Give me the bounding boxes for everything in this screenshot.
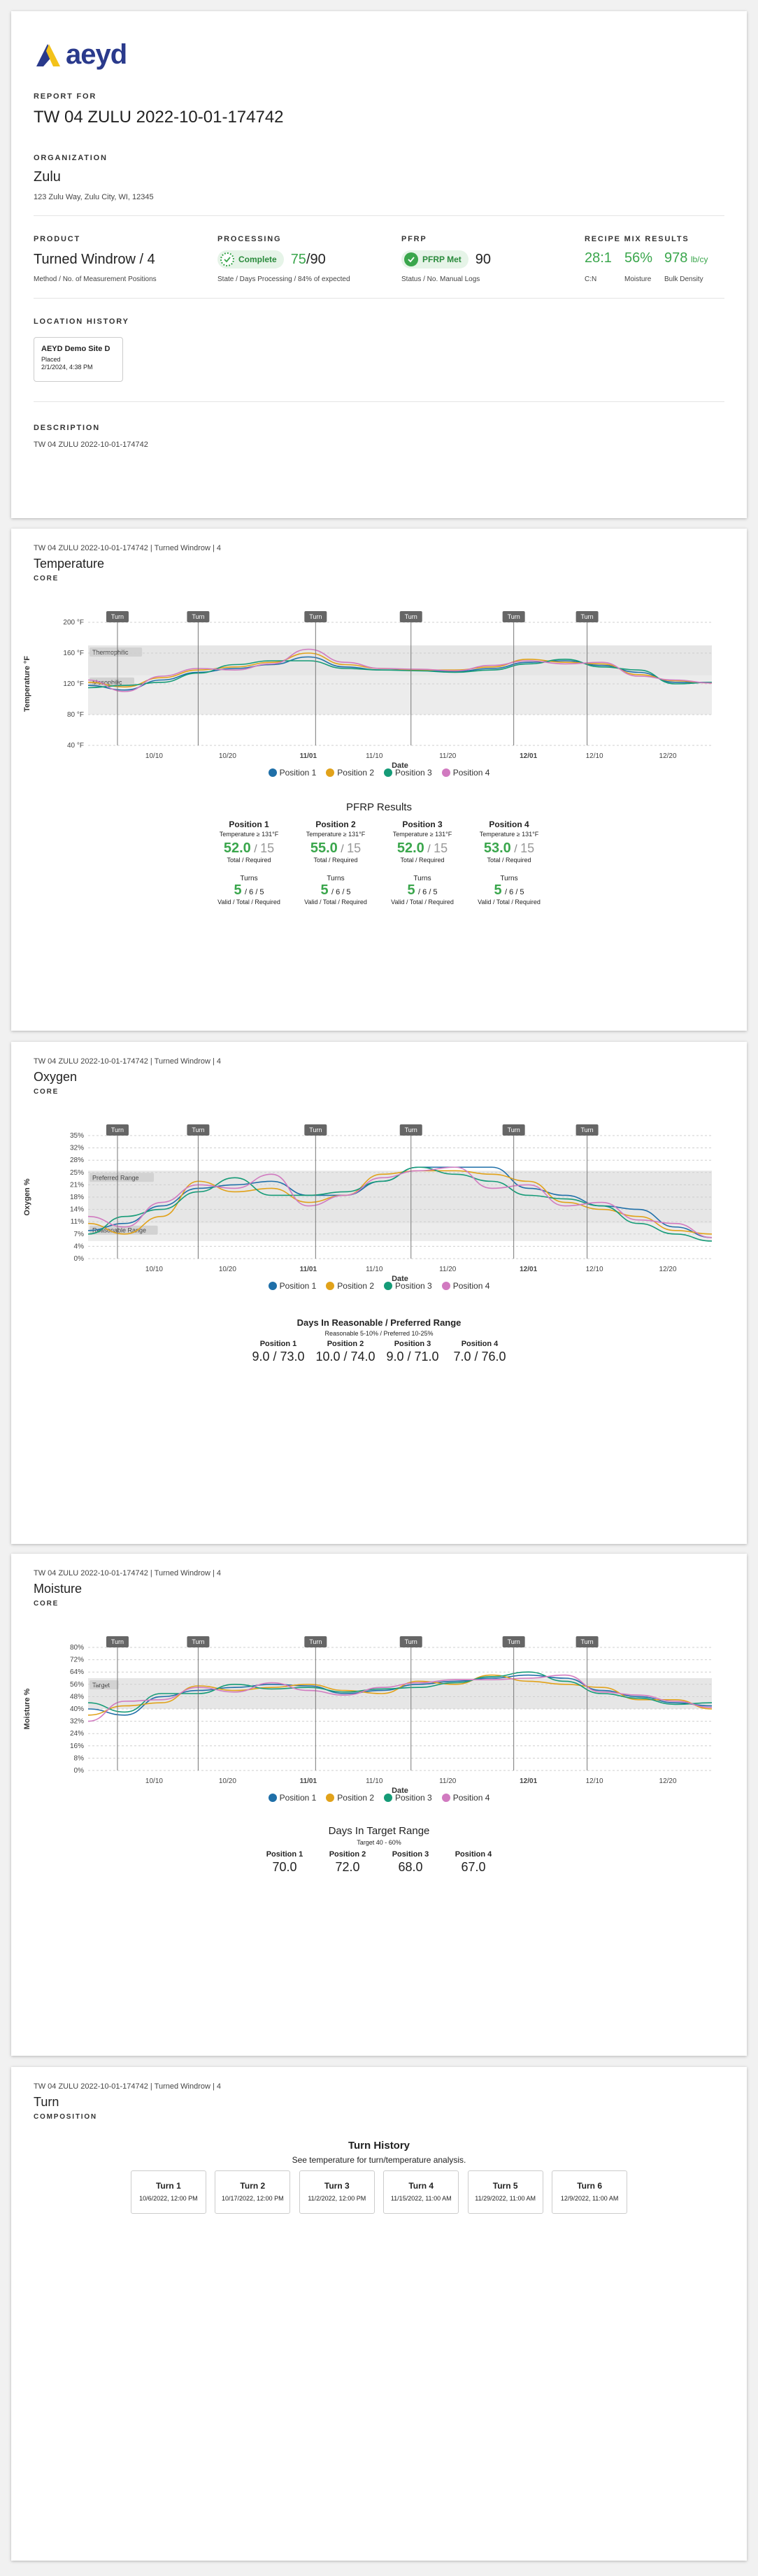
turn-marker-label: Turn bbox=[580, 613, 594, 620]
y-tick-label: 64% bbox=[69, 1668, 84, 1677]
range-band bbox=[88, 1224, 712, 1241]
section-header: TW 04 ZULU 2022-10-01-174742 | Turned Windrow | 4 bbox=[34, 1057, 222, 1066]
band-label: Reasonable Range bbox=[92, 1226, 147, 1234]
y-tick-label: 32% bbox=[69, 1144, 84, 1152]
temperature-page bbox=[11, 529, 747, 1031]
product-sub: Method / No. of Measurement Positions bbox=[34, 276, 157, 283]
location-date: 2/1/2024, 4:38 PM bbox=[41, 364, 93, 371]
turn-marker-label: Turn bbox=[580, 1126, 594, 1133]
pfrp-sub: Status / No. Manual Logs bbox=[401, 276, 480, 283]
y-tick-label: 35% bbox=[69, 1132, 84, 1140]
section-header: TW 04 ZULU 2022-10-01-174742 | Turned Windrow | 4 bbox=[34, 544, 222, 552]
y-tick-label: 80% bbox=[69, 1644, 84, 1652]
turn-marker-label: Turn bbox=[507, 1638, 520, 1645]
y-tick-label: 48% bbox=[69, 1693, 84, 1701]
pfrp-value: 90 bbox=[475, 251, 492, 267]
temperature-chart bbox=[11, 606, 747, 770]
turn-marker-label: Turn bbox=[192, 1638, 205, 1645]
turn-marker-label: Turn bbox=[192, 613, 205, 620]
chart-svg bbox=[11, 1119, 747, 1287]
y-tick-label: 14% bbox=[69, 1205, 84, 1214]
turn-card-5[interactable]: Turn 5 11/29/2022, 11:00 AM bbox=[468, 2170, 543, 2214]
pfrp-position-2: Position 2 Temperature ≥ 131°F 55.0 / 15 Total / Required Turns 5 / 6 / 5 Valid / Total / Required bbox=[304, 820, 367, 906]
description-value: TW 04 ZULU 2022-10-01-174742 bbox=[34, 441, 148, 449]
processing-row bbox=[217, 250, 326, 269]
y-tick-label: 160 °F bbox=[63, 650, 84, 657]
turn-marker-label: Turn bbox=[507, 1126, 520, 1133]
logo-text: aeyd bbox=[66, 39, 127, 70]
y-tick-label: 80 °F bbox=[66, 711, 84, 719]
x-tick-label: 12/01 bbox=[520, 752, 538, 760]
complete-chip bbox=[217, 250, 284, 269]
description-label: DESCRIPTION bbox=[34, 424, 100, 432]
y-tick-label: 25% bbox=[69, 1168, 84, 1177]
x-tick-label: 12/10 bbox=[585, 1266, 603, 1273]
processing-sub: State / Days Processing / 84% of expected bbox=[217, 276, 350, 283]
turn-marker-label: Turn bbox=[309, 1126, 322, 1133]
legend-item-position-4[interactable]: Position 4 bbox=[442, 768, 490, 778]
x-axis-label: Date bbox=[392, 1787, 408, 1795]
moisture-results bbox=[11, 1850, 747, 1875]
report-for-label: REPORT FOR bbox=[34, 92, 97, 101]
x-tick-label: 12/10 bbox=[585, 752, 603, 760]
turn-marker-label: Turn bbox=[192, 1126, 205, 1133]
x-tick-label: 11/10 bbox=[366, 752, 383, 760]
y-axis-label: Oxygen % bbox=[23, 1178, 31, 1216]
x-tick-label: 12/01 bbox=[520, 1266, 538, 1273]
y-tick-label: 11% bbox=[70, 1218, 84, 1226]
logo bbox=[34, 39, 127, 71]
pfrp-label: PFRP bbox=[401, 235, 427, 243]
moisture-results-sub: Target 40 - 60% bbox=[357, 1839, 401, 1846]
section-subtitle: CORE bbox=[34, 1088, 59, 1096]
turn-page bbox=[11, 2067, 747, 2561]
section-subtitle: CORE bbox=[34, 575, 59, 582]
turn-card-3[interactable]: Turn 3 11/2/2022, 12:00 PM bbox=[299, 2170, 375, 2214]
recipe-cn-label: C:N bbox=[585, 276, 597, 283]
y-tick-label: 16% bbox=[69, 1742, 84, 1750]
turn-card-6[interactable]: Turn 6 12/9/2022, 11:00 AM bbox=[552, 2170, 627, 2214]
x-tick-label: 12/01 bbox=[520, 1777, 538, 1785]
legend-item-position-4[interactable]: Position 4 bbox=[442, 1281, 490, 1291]
turn-history-sub: See temperature for turn/temperature analysis. bbox=[292, 2155, 466, 2165]
legend-item-position-2[interactable]: Position 2 bbox=[326, 768, 374, 778]
pfrp-chip-label: PFRP Met bbox=[422, 255, 462, 264]
processing-label: PROCESSING bbox=[217, 235, 282, 243]
legend-item-position-1[interactable]: Position 1 bbox=[269, 1793, 317, 1803]
oxygen-position-3: Position 3 9.0 / 71.0 bbox=[386, 1340, 439, 1364]
location-name: AEYD Demo Site D bbox=[41, 345, 110, 353]
y-tick-label: 40% bbox=[69, 1705, 84, 1713]
band-label: Preferred Range bbox=[92, 1174, 139, 1182]
location-status: Placed bbox=[41, 356, 61, 363]
y-tick-label: 4% bbox=[73, 1243, 84, 1251]
y-tick-label: 8% bbox=[73, 1754, 84, 1763]
y-tick-label: 18% bbox=[69, 1194, 84, 1201]
moisture-position-4: Position 4 67.0 bbox=[455, 1850, 492, 1874]
x-tick-label: 11/20 bbox=[439, 1777, 457, 1785]
moisture-chart bbox=[11, 1631, 747, 1795]
y-tick-label: 120 °F bbox=[63, 680, 84, 688]
oxygen-page bbox=[11, 1042, 747, 1544]
x-tick-label: 12/20 bbox=[659, 1777, 677, 1785]
turn-marker-label: Turn bbox=[110, 1126, 124, 1133]
turn-marker-label: Turn bbox=[404, 1638, 417, 1645]
y-tick-label: 7% bbox=[73, 1230, 84, 1238]
x-tick-label: 11/20 bbox=[439, 1266, 457, 1273]
processing-total: /90 bbox=[306, 251, 326, 267]
recipe-density-label: Bulk Density bbox=[664, 276, 703, 283]
turn-marker-label: Turn bbox=[404, 613, 417, 620]
moisture-position-1: Position 1 70.0 bbox=[266, 1850, 303, 1874]
x-tick-label: 11/20 bbox=[439, 752, 457, 760]
turn-history-list bbox=[11, 2170, 747, 2214]
x-tick-label: 10/20 bbox=[218, 1266, 236, 1273]
legend-item-position-1[interactable]: Position 1 bbox=[269, 768, 317, 778]
x-tick-label: 11/10 bbox=[366, 1777, 383, 1785]
organization-address: 123 Zulu Way, Zulu City, WI, 12345 bbox=[34, 193, 154, 201]
band-label: Mesophilic bbox=[92, 678, 122, 686]
location-card[interactable] bbox=[34, 337, 123, 382]
y-tick-label: 56% bbox=[69, 1680, 84, 1689]
aeyd-logo-icon bbox=[34, 41, 62, 69]
turn-history-title: Turn History bbox=[348, 2140, 410, 2152]
recipe-cn: 28:1 bbox=[585, 250, 612, 266]
moisture-position-2: Position 2 72.0 bbox=[329, 1850, 366, 1874]
organization-name: Zulu bbox=[34, 169, 61, 185]
recipe-moisture-label: Moisture bbox=[624, 276, 652, 283]
moisture-position-3: Position 3 68.0 bbox=[392, 1850, 429, 1874]
processing-days: 75 bbox=[290, 251, 306, 267]
chart-svg bbox=[11, 606, 747, 773]
x-tick-label: 10/10 bbox=[145, 1777, 163, 1785]
y-tick-label: 200 °F bbox=[63, 619, 84, 627]
complete-chip-label: Complete bbox=[238, 255, 277, 264]
section-header: TW 04 ZULU 2022-10-01-174742 | Turned Windrow | 4 bbox=[34, 1569, 222, 1577]
section-title: Temperature bbox=[34, 557, 105, 571]
oxygen-results-sub: Reasonable 5-10% / Preferred 10-25% bbox=[324, 1330, 434, 1337]
x-tick-label: 11/01 bbox=[299, 1777, 317, 1785]
pfrp-results-title: PFRP Results bbox=[346, 801, 412, 813]
legend-item-position-3[interactable]: Position 3 bbox=[384, 1281, 432, 1291]
turn-marker-label: Turn bbox=[309, 613, 322, 620]
range-band bbox=[88, 675, 712, 715]
section-subtitle: CORE bbox=[34, 1600, 59, 1608]
section-title: Oxygen bbox=[34, 1070, 78, 1084]
pfrp-position-1: Position 1 Temperature ≥ 131°F 52.0 / 15 Total / Required Turns 5 / 6 / 5 Valid / Total / Required bbox=[217, 820, 280, 906]
x-tick-label: 10/10 bbox=[145, 1266, 163, 1273]
x-tick-label: 12/10 bbox=[585, 1777, 603, 1785]
turn-card-1[interactable]: Turn 1 10/6/2022, 12:00 PM bbox=[131, 2170, 206, 2214]
section-title: Moisture bbox=[34, 1582, 83, 1596]
y-tick-label: 0% bbox=[73, 1255, 84, 1263]
section-subtitle: COMPOSITION bbox=[34, 2113, 97, 2121]
complete-icon bbox=[220, 252, 234, 266]
legend-item-position-4[interactable]: Position 4 bbox=[442, 1793, 490, 1803]
legend-item-position-1[interactable]: Position 1 bbox=[269, 1281, 317, 1291]
y-axis-label: Temperature °F bbox=[23, 656, 31, 712]
y-tick-label: 40 °F bbox=[66, 742, 84, 750]
x-tick-label: 10/20 bbox=[218, 1777, 236, 1785]
divider bbox=[34, 401, 724, 402]
x-tick-label: 12/20 bbox=[659, 1266, 677, 1273]
summary-page bbox=[11, 11, 747, 518]
turn-card-4[interactable]: Turn 4 11/15/2022, 11:00 AM bbox=[383, 2170, 459, 2214]
oxygen-results bbox=[11, 1340, 747, 1364]
y-tick-label: 0% bbox=[73, 1767, 84, 1775]
y-tick-label: 32% bbox=[69, 1717, 84, 1726]
pfrp-results bbox=[11, 820, 747, 906]
pfrp-row bbox=[401, 250, 491, 269]
section-title: Turn bbox=[34, 2095, 59, 2109]
x-tick-label: 11/10 bbox=[366, 1266, 383, 1273]
recipe-density: 978 lb/cy bbox=[664, 250, 708, 266]
turn-card-2[interactable]: Turn 2 10/17/2022, 12:00 PM bbox=[215, 2170, 290, 2214]
oxygen-chart bbox=[11, 1119, 747, 1283]
oxygen-results-title: Days In Reasonable / Preferred Range bbox=[296, 1317, 462, 1328]
oxygen-position-2: Position 2 10.0 / 74.0 bbox=[315, 1340, 376, 1364]
check-circle-icon bbox=[404, 252, 418, 266]
report-title: TW 04 ZULU 2022-10-01-174742 bbox=[34, 108, 284, 127]
section-header: TW 04 ZULU 2022-10-01-174742 | Turned Windrow | 4 bbox=[34, 2082, 222, 2091]
y-tick-label: 72% bbox=[69, 1656, 84, 1664]
moisture-results-title: Days In Target Range bbox=[328, 1825, 430, 1837]
pfrp-position-3: Position 3 Temperature ≥ 131°F 52.0 / 15 Total / Required Turns 5 / 6 / 5 Valid / Total / Required bbox=[391, 820, 454, 906]
product-label: PRODUCT bbox=[34, 235, 80, 243]
recipe-moisture: 56% bbox=[624, 250, 653, 266]
turn-marker-label: Turn bbox=[404, 1126, 417, 1133]
oxygen-position-4: Position 4 7.0 / 76.0 bbox=[453, 1340, 506, 1364]
oxygen-position-1: Position 1 9.0 / 73.0 bbox=[252, 1340, 305, 1364]
y-axis-label: Moisture % bbox=[23, 1688, 31, 1730]
chart-legend bbox=[11, 768, 747, 778]
turn-marker-label: Turn bbox=[580, 1638, 594, 1645]
x-axis-label: Date bbox=[392, 1275, 408, 1283]
y-tick-label: 21% bbox=[69, 1181, 84, 1189]
turn-marker-label: Turn bbox=[110, 613, 124, 620]
turn-marker-label: Turn bbox=[507, 613, 520, 620]
divider bbox=[34, 215, 724, 216]
legend-item-position-2[interactable]: Position 2 bbox=[326, 1793, 374, 1803]
chart-legend bbox=[11, 1793, 747, 1803]
turn-marker-label: Turn bbox=[110, 1638, 124, 1645]
divider bbox=[34, 298, 724, 299]
x-axis-label: Date bbox=[392, 761, 408, 770]
legend-item-position-3[interactable]: Position 3 bbox=[384, 768, 432, 778]
pfrp-chip bbox=[401, 250, 469, 269]
pfrp-position-4: Position 4 Temperature ≥ 131°F 53.0 / 15 Total / Required Turns 5 / 6 / 5 Valid / Total / Required bbox=[478, 820, 541, 906]
x-tick-label: 11/01 bbox=[299, 1266, 317, 1273]
moisture-page bbox=[11, 1554, 747, 2056]
legend-item-position-3[interactable]: Position 3 bbox=[384, 1793, 432, 1803]
recipe-label: RECIPE MIX RESULTS bbox=[585, 235, 689, 243]
turn-marker-label: Turn bbox=[309, 1638, 322, 1645]
band-label: Target bbox=[92, 1682, 110, 1689]
y-tick-label: 24% bbox=[69, 1730, 84, 1738]
x-tick-label: 11/01 bbox=[299, 752, 317, 760]
location-history-label: LOCATION HISTORY bbox=[34, 317, 129, 326]
x-tick-label: 10/20 bbox=[218, 752, 236, 760]
product-value: Turned Windrow / 4 bbox=[34, 252, 155, 267]
chart-legend bbox=[11, 1281, 747, 1291]
chart-svg bbox=[11, 1631, 747, 1798]
legend-item-position-2[interactable]: Position 2 bbox=[326, 1281, 374, 1291]
y-tick-label: 28% bbox=[69, 1157, 84, 1165]
band-label: Thermophilic bbox=[92, 649, 129, 656]
x-tick-label: 10/10 bbox=[145, 752, 163, 760]
x-tick-label: 12/20 bbox=[659, 752, 677, 760]
organization-label: ORGANIZATION bbox=[34, 154, 108, 162]
